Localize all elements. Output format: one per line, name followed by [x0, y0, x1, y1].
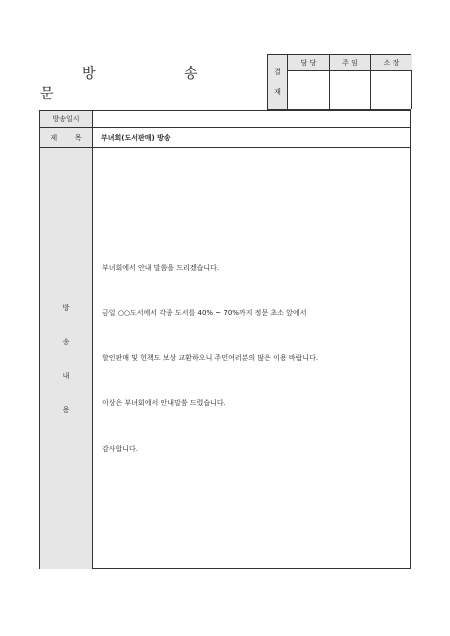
content-label-char: 내 [62, 371, 70, 380]
approval-signature-director[interactable] [371, 71, 412, 109]
broadcast-datetime-field[interactable] [93, 111, 411, 127]
content-line: 할인판매 및 헌책도 보상 교환하오니 주민여러분의 많은 이용 바랍니다. [102, 354, 319, 362]
approval-side-label [268, 55, 288, 109]
broadcast-form-table [39, 110, 411, 569]
approval-signature-manager[interactable] [288, 71, 330, 109]
approval-header-manager: 담 당 [288, 55, 330, 71]
approval-signature-chief[interactable] [330, 71, 371, 109]
content-line: 부녀회에서 안내 말씀을 드리겠습니다. [102, 264, 220, 272]
approval-box [267, 54, 411, 110]
approval-header-director: 소 장 [371, 55, 412, 71]
content-label-char: 송 [62, 337, 70, 346]
content-line: 감사합니다. [102, 445, 139, 453]
content-line: 금일 ○○도서에서 각종 도서를 40% ~ 70%까지 정문 초소 앞에서 [102, 309, 307, 317]
document-title: 방 송 문 [40, 66, 240, 102]
content-label [40, 148, 92, 569]
approval-side-char: 결 [274, 68, 281, 76]
subject-field[interactable]: 부녀회(도서판매) 방송 [101, 133, 171, 142]
approval-side-char: 재 [274, 88, 281, 96]
content-line: 이상은 부녀회에서 안내말씀 드렸습니다. [102, 399, 226, 407]
broadcast-datetime-label: 방송일시 [40, 111, 92, 127]
content-label-char: 방 [62, 303, 70, 312]
content-label-char: 용 [62, 405, 70, 414]
subject-label: 제 목 [40, 128, 92, 147]
approval-header-chief: 주 임 [330, 55, 371, 71]
